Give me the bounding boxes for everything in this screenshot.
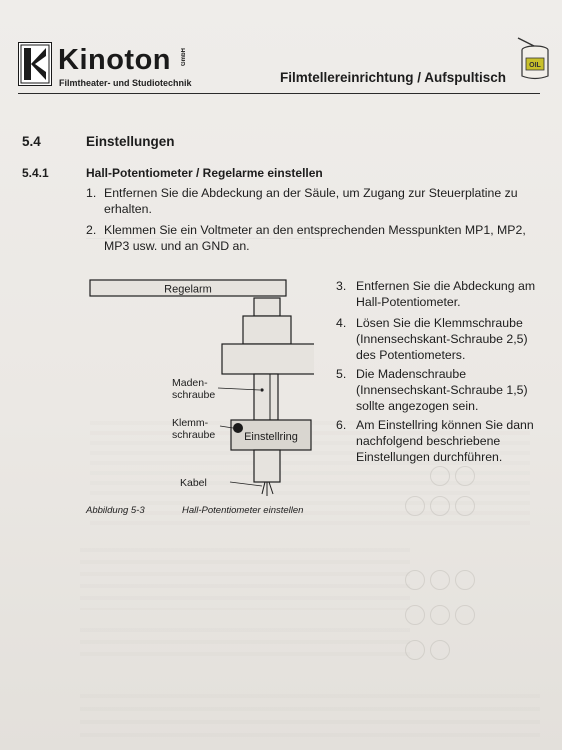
step-text-line: Entfernen Sie die Abdeckung an der Säule, um Zugang zur Steuerplatine zu	[104, 186, 518, 200]
step-text-line: nachfolgend beschriebene	[356, 434, 501, 448]
step-text-line: Hall-Potentiometer.	[356, 295, 461, 309]
oil-can-label: OIL	[529, 62, 541, 69]
upper-block	[243, 316, 291, 344]
label-maden-2: schraube	[172, 389, 216, 401]
figure-caption-text: Hall-Potentiometer einstellen	[182, 505, 304, 516]
subsection-number: 5.4.1	[22, 166, 49, 180]
label-einstellring: Einstellring	[244, 431, 298, 443]
header-divider	[18, 93, 540, 94]
label-klemm-2: schraube	[172, 429, 216, 441]
step-number: 4.	[336, 316, 347, 330]
step-text-line: Am Einstellring können Sie dann	[356, 418, 534, 432]
step-number: 3.	[336, 279, 347, 293]
step-number: 6.	[336, 418, 347, 432]
figure-caption-number: Abbildung 5-3	[86, 505, 145, 516]
step-text-line: erhalten.	[104, 202, 152, 216]
subsection-title: Hall-Potentiometer / Regelarme einstellen	[86, 166, 323, 180]
cable-strands	[262, 482, 273, 496]
step-text-line: (Innensechskant-Schraube 1,5)	[356, 383, 528, 397]
cable-connector	[254, 450, 280, 482]
oil-can-icon	[512, 34, 556, 82]
step-text-line: Lösen Sie die Klemmschraube	[356, 316, 523, 330]
brand-gmbh: GmbH	[181, 48, 187, 66]
hall-potentiometer-diagram	[84, 278, 314, 518]
step-number: 1.	[86, 186, 97, 200]
section-title: Einstellungen	[86, 134, 175, 149]
leader-kabel	[230, 482, 262, 486]
page-header	[18, 40, 541, 92]
step-number: 2.	[86, 223, 97, 237]
step-text-line: sollte angezogen sein.	[356, 399, 479, 413]
page-title: Filmtellereinrichtung / Aufspultisch	[280, 70, 507, 85]
mount-collar	[254, 298, 280, 316]
housing-body	[222, 344, 314, 374]
label-kabel: Kabel	[180, 477, 207, 489]
step-text-line: MP3 usw. und an GND an.	[104, 239, 250, 253]
step-text-line: Entfernen Sie die Abdeckung am	[356, 279, 536, 293]
label-klemm-1: Klemm-	[172, 417, 209, 429]
brand-subtitle: Filmtheater- und Studiotechnik	[59, 78, 192, 88]
label-regelarm: Regelarm	[164, 283, 212, 296]
step-text-line: Klemmen Sie ein Voltmeter an den entsprechenden Messpunkten MP1, MP2,	[104, 223, 526, 237]
section-number: 5.4	[22, 134, 41, 149]
step-text-line: des Potentiometers.	[356, 348, 466, 362]
step-text-line: Einstellungen durchführen.	[356, 450, 503, 464]
kinoton-logo-icon	[18, 42, 52, 86]
step-text-line: Die Madenschraube	[356, 367, 467, 381]
step-number: 5.	[336, 367, 347, 381]
potentiometer-stem	[254, 374, 278, 420]
klemmschraube-icon	[233, 423, 243, 433]
step-text-line: (Innensechskant-Schraube 2,5)	[356, 332, 528, 346]
label-maden-1: Maden-	[172, 377, 208, 389]
brand-name: Kinoton	[58, 44, 172, 76]
madenschraube-dot	[260, 388, 263, 391]
